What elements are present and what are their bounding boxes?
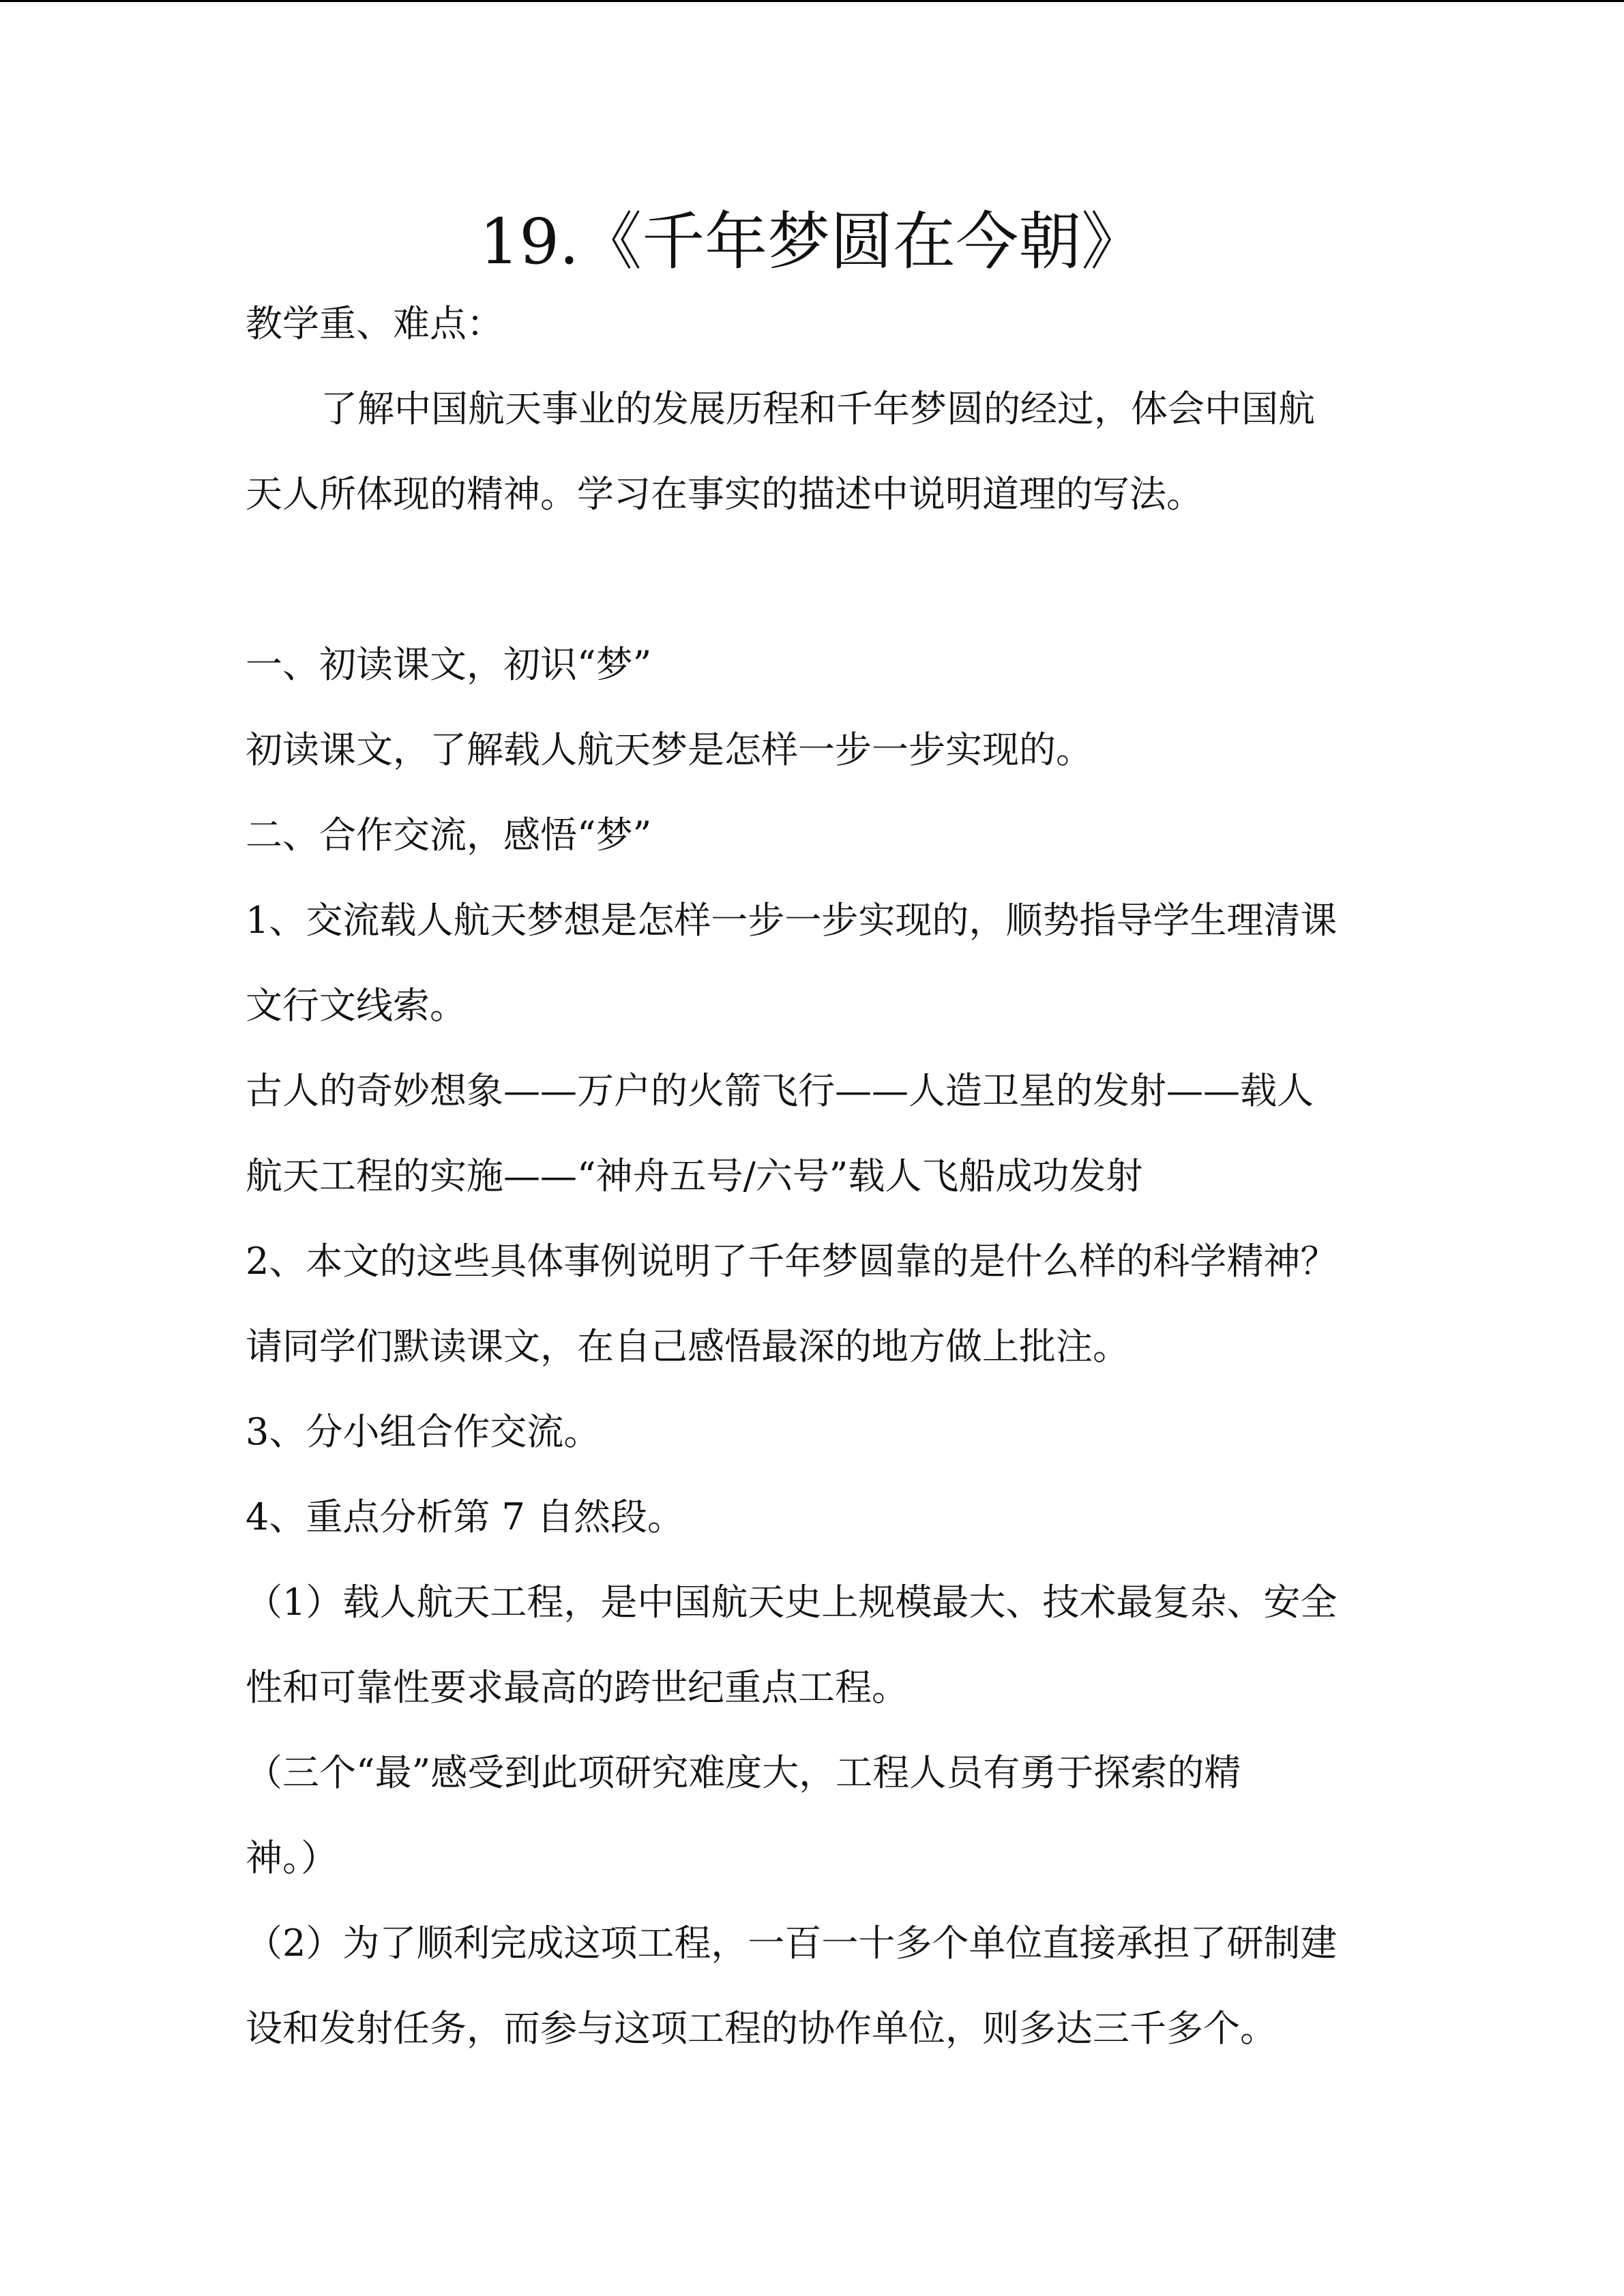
section-one-description: 初读课文，了解载人航天梦是怎样一步一步实现的。 [246,728,1093,771]
item-4: 4、重点分析第 7 自然段。 [246,1495,685,1538]
item-3: 3、分小组合作交流。 [246,1410,601,1453]
quote-2-line-2: 设和发射任务，而参与这项工程的协作单位，则多达三千多个。 [246,2007,1277,2050]
quote-2-line-1: （2）为了顺利完成这项工程，一百一十多个单位直接承担了研制建 [246,1922,1338,1965]
note-1-line-1: （三个“最”感受到此项研究难度大，工程人员有勇于探索的精 [246,1751,1241,1794]
key-points-line-1: 了解中国航天事业的发展历程和千年梦圆的经过，体会中国航 [321,387,1315,430]
item-2-line-1: 2、本文的这些具体事例说明了千年梦圆靠的是什么样的科学精神？ [246,1240,1338,1283]
timeline-line-2: 航天工程的实施——“神舟五号/六号”载人飞船成功发射 [246,1154,1143,1197]
section-one-heading: 一、初读课文，初识“梦” [246,643,652,686]
document-title: 19.《千年梦圆在今朝》 [479,205,1145,278]
item-1-line-2: 文行文线索。 [246,984,467,1027]
quote-1-line-1: （1）载人航天工程，是中国航天史上规模最大、技术最复杂、安全 [246,1581,1338,1624]
key-points-line-2: 天人所体现的精神。学习在事实的描述中说明道理的写法。 [246,473,1203,516]
item-1-line-1: 1、交流载人航天梦想是怎样一步一步实现的，顺势指导学生理清课 [246,899,1338,942]
section-two-heading: 二、合作交流，感悟“梦” [246,814,652,856]
item-2-line-2: 请同学们默读课文，在自己感悟最深的地方做上批注。 [246,1325,1130,1368]
quote-1-line-2: 性和可靠性要求最高的跨世纪重点工程。 [246,1666,909,1709]
timeline-line-1: 古人的奇妙想象——万户的火箭飞行——人造卫星的发射——载人 [246,1069,1314,1112]
key-points-heading: 教学重、难点： [246,302,503,345]
top-border-line [0,0,1624,2]
note-1-line-2: 神。） [246,1836,338,1879]
